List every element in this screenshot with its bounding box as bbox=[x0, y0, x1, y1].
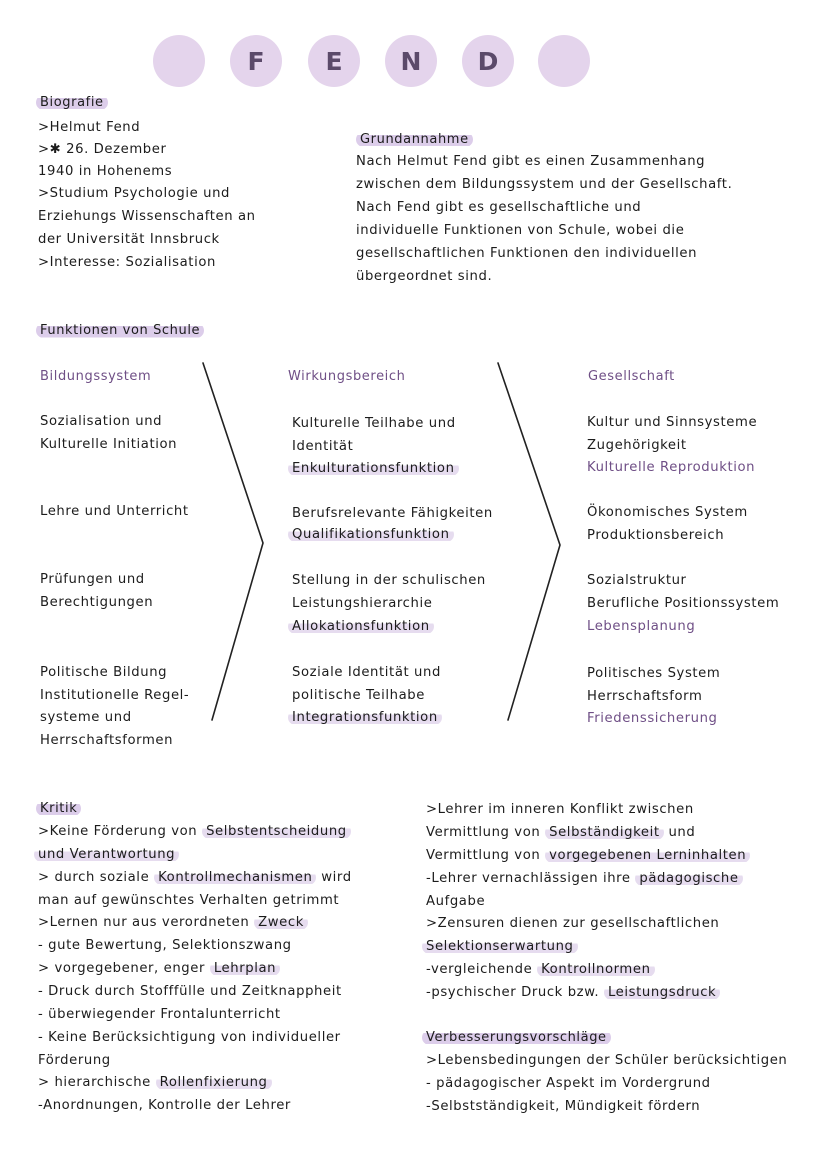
kritik-line bbox=[38, 867, 352, 889]
kritik-highlight: und Verantwortung bbox=[34, 847, 179, 862]
wirkung-text: Soziale Identität und bbox=[292, 665, 441, 680]
grundannahme-heading-text: Grundannahme bbox=[356, 132, 473, 147]
grundannahme-line: individuelle Funktionen von Schule, wobei die bbox=[356, 223, 685, 238]
biografie-heading-text: Biografie bbox=[36, 95, 108, 110]
title-letter: F bbox=[247, 46, 265, 76]
biografie-line: >Studium Psychologie und bbox=[38, 186, 231, 201]
gesellschaft-funktion: Kulturelle Reproduktion bbox=[587, 460, 756, 475]
kritik-text: >Keine Förderung von bbox=[38, 824, 203, 839]
kritik-highlight: Selbständigkeit bbox=[545, 825, 664, 840]
grundannahme-line: übergeordnet sind. bbox=[356, 269, 493, 284]
verbesserung-line: >Lebensbedingungen der Schüler berücksichtigen bbox=[426, 1053, 788, 1068]
biografie-line: >Helmut Fend bbox=[38, 120, 141, 135]
chevron-divider-left bbox=[203, 363, 263, 720]
kritik-line bbox=[426, 982, 720, 1004]
kritik-heading-text: Kritik bbox=[36, 801, 81, 816]
kritik-highlight: Kontrollnormen bbox=[537, 962, 654, 977]
kritik-line: -Anordnungen, Kontrolle der Lehrer bbox=[38, 1098, 291, 1113]
kritik-line: - überwiegender Frontalunterricht bbox=[38, 1007, 281, 1022]
kritik-highlight: Lehrplan bbox=[210, 961, 280, 976]
kritik-highlight: Kontrollmechanismen bbox=[154, 870, 316, 885]
chevron-divider-right bbox=[498, 363, 560, 720]
gesellschaft-funktion: Friedenssicherung bbox=[587, 711, 718, 726]
kritik-highlight: Rollenfixierung bbox=[156, 1075, 272, 1090]
biografie-line: >Interesse: Sozialisation bbox=[38, 255, 216, 270]
gesellschaft-text: Berufliche Positionssystem bbox=[587, 596, 780, 611]
kritik-line: >Zensuren dienen zur gesellschaftlichen bbox=[426, 916, 720, 931]
wirkung-text: Identität bbox=[292, 439, 354, 454]
bildung-text: Prüfungen und bbox=[40, 572, 145, 587]
kritik-text: Vermittlung von bbox=[426, 825, 546, 840]
title-letter: N bbox=[400, 46, 422, 76]
grundannahme-line: Nach Helmut Fend gibt es einen Zusammenhang bbox=[356, 154, 706, 169]
biografie-line: Erziehungs Wissenschaften an bbox=[38, 209, 256, 224]
wirkung-text: Berufsrelevante Fähigkeiten bbox=[292, 506, 493, 521]
kritik-text: und bbox=[663, 825, 696, 840]
kritik-text: > vorgegebener, enger bbox=[38, 961, 210, 976]
wirkung-text: Leistungshierarchie bbox=[292, 596, 433, 611]
kritik-heading bbox=[36, 798, 81, 820]
kritik-line bbox=[422, 936, 578, 958]
verbesserung-line: - pädagogischer Aspekt im Vordergrund bbox=[426, 1076, 711, 1091]
bildung-text: Sozialisation und bbox=[40, 414, 163, 429]
wirkung-funktion-text: Qualifikationsfunktion bbox=[288, 527, 454, 542]
kritik-line bbox=[426, 868, 743, 890]
kritik-highlight: Selbstentscheidung bbox=[202, 824, 351, 839]
wirkung-funktion-text: Enkulturationsfunktion bbox=[288, 461, 459, 476]
biografie-line: der Universität Innsbruck bbox=[38, 232, 220, 247]
gesellschaft-text: Politisches System bbox=[587, 666, 721, 681]
bildung-text: Kulturelle Initiation bbox=[40, 437, 178, 452]
gesellschaft-funktion: Lebensplanung bbox=[587, 619, 696, 634]
gesellschaft-text: Zugehörigkeit bbox=[587, 438, 687, 453]
gesellschaft-text: Kultur und Sinnsysteme bbox=[587, 415, 758, 430]
kritik-highlight: Selektionserwartung bbox=[422, 939, 578, 954]
bildung-text: Institutionelle Regel- bbox=[40, 688, 190, 703]
bildung-text: Lehre und Unterricht bbox=[40, 504, 189, 519]
kritik-line: Förderung bbox=[38, 1053, 111, 1068]
kritik-text: -psychischer Druck bzw. bbox=[426, 985, 604, 1000]
kritik-line bbox=[426, 845, 750, 867]
wirkung-funktion-text: Allokationsfunktion bbox=[288, 619, 434, 634]
kritik-line bbox=[426, 822, 695, 844]
wirkung-text: Kulturelle Teilhabe und bbox=[292, 416, 456, 431]
kritik-text: > hierarchische bbox=[38, 1075, 156, 1090]
column-title-gesellschaft: Gesellschaft bbox=[588, 369, 675, 384]
kritik-text: -vergleichende bbox=[426, 962, 538, 977]
wirkung-text: Stellung in der schulischen bbox=[292, 573, 486, 588]
bildung-text: Herrschaftsformen bbox=[40, 733, 174, 748]
kritik-line bbox=[38, 958, 280, 980]
kritik-line bbox=[38, 821, 351, 843]
gesellschaft-text: Produktionsbereich bbox=[587, 528, 725, 543]
wirkung-text: politische Teilhabe bbox=[292, 688, 425, 703]
column-title-wirkungsbereich: Wirkungsbereich bbox=[288, 369, 406, 384]
biografie-line: 1940 in Hohenems bbox=[38, 164, 173, 179]
kritik-line: - gute Bewertung, Selektionszwang bbox=[38, 938, 292, 953]
gesellschaft-text: Herrschaftsform bbox=[587, 689, 703, 704]
kritik-highlight: vorgegebenen Lerninhalten bbox=[545, 848, 750, 863]
kritik-highlight: Leistungsdruck bbox=[604, 985, 720, 1000]
kritik-line bbox=[38, 912, 308, 934]
kritik-text: wird bbox=[316, 870, 352, 885]
bildung-text: Berechtigungen bbox=[40, 595, 154, 610]
kritik-line: >Lehrer im inneren Konflikt zwischen bbox=[426, 802, 694, 817]
kritik-text: Vermittlung von bbox=[426, 848, 546, 863]
bildung-text: Politische Bildung bbox=[40, 665, 168, 680]
kritik-text: > durch soziale bbox=[38, 870, 155, 885]
kritik-line bbox=[426, 959, 655, 981]
grundannahme-line: zwischen dem Bildungssystem und der Gesellschaft. bbox=[356, 177, 733, 192]
kritik-line bbox=[38, 1072, 272, 1094]
title-letter: D bbox=[477, 46, 499, 76]
gesellschaft-text: Ökonomisches System bbox=[587, 505, 748, 520]
gesellschaft-text: Sozialstruktur bbox=[587, 573, 687, 588]
kritik-highlight: Zweck bbox=[254, 915, 308, 930]
kritik-text: -Lehrer vernachlässigen ihre bbox=[426, 871, 636, 886]
kritik-line: - Keine Berücksichtigung von individueller bbox=[38, 1030, 341, 1045]
wirkung-funktion-text: Integrationsfunktion bbox=[288, 710, 442, 725]
bildung-text: systeme und bbox=[40, 710, 132, 725]
kritik-line: Aufgabe bbox=[426, 894, 486, 909]
verbesserung-line: -Selbstständigkeit, Mündigkeit fördern bbox=[426, 1099, 701, 1114]
kritik-text: >Lernen nur aus verordneten bbox=[38, 915, 255, 930]
grundannahme-line: gesellschaftlichen Funktionen den individuellen bbox=[356, 246, 698, 261]
kritik-line: - Druck durch Stofffülle und Zeitknappheit bbox=[38, 984, 342, 999]
column-title-bildungssystem: Bildungssystem bbox=[40, 369, 152, 384]
verbesserung-heading bbox=[422, 1027, 611, 1049]
kritik-line bbox=[34, 844, 179, 866]
funktionen-heading-text: Funktionen von Schule bbox=[36, 323, 204, 338]
biografie-line: >✱ 26. Dezember bbox=[38, 142, 167, 157]
kritik-line: man auf gewünschtes Verhalten getrimmt bbox=[38, 893, 340, 908]
grundannahme-line: Nach Fend gibt es gesellschaftliche und bbox=[356, 200, 642, 215]
title-letter: E bbox=[325, 46, 343, 76]
verbesserung-heading-text: Verbesserungsvorschläge bbox=[422, 1030, 611, 1045]
kritik-highlight: pädagogische bbox=[635, 871, 742, 886]
